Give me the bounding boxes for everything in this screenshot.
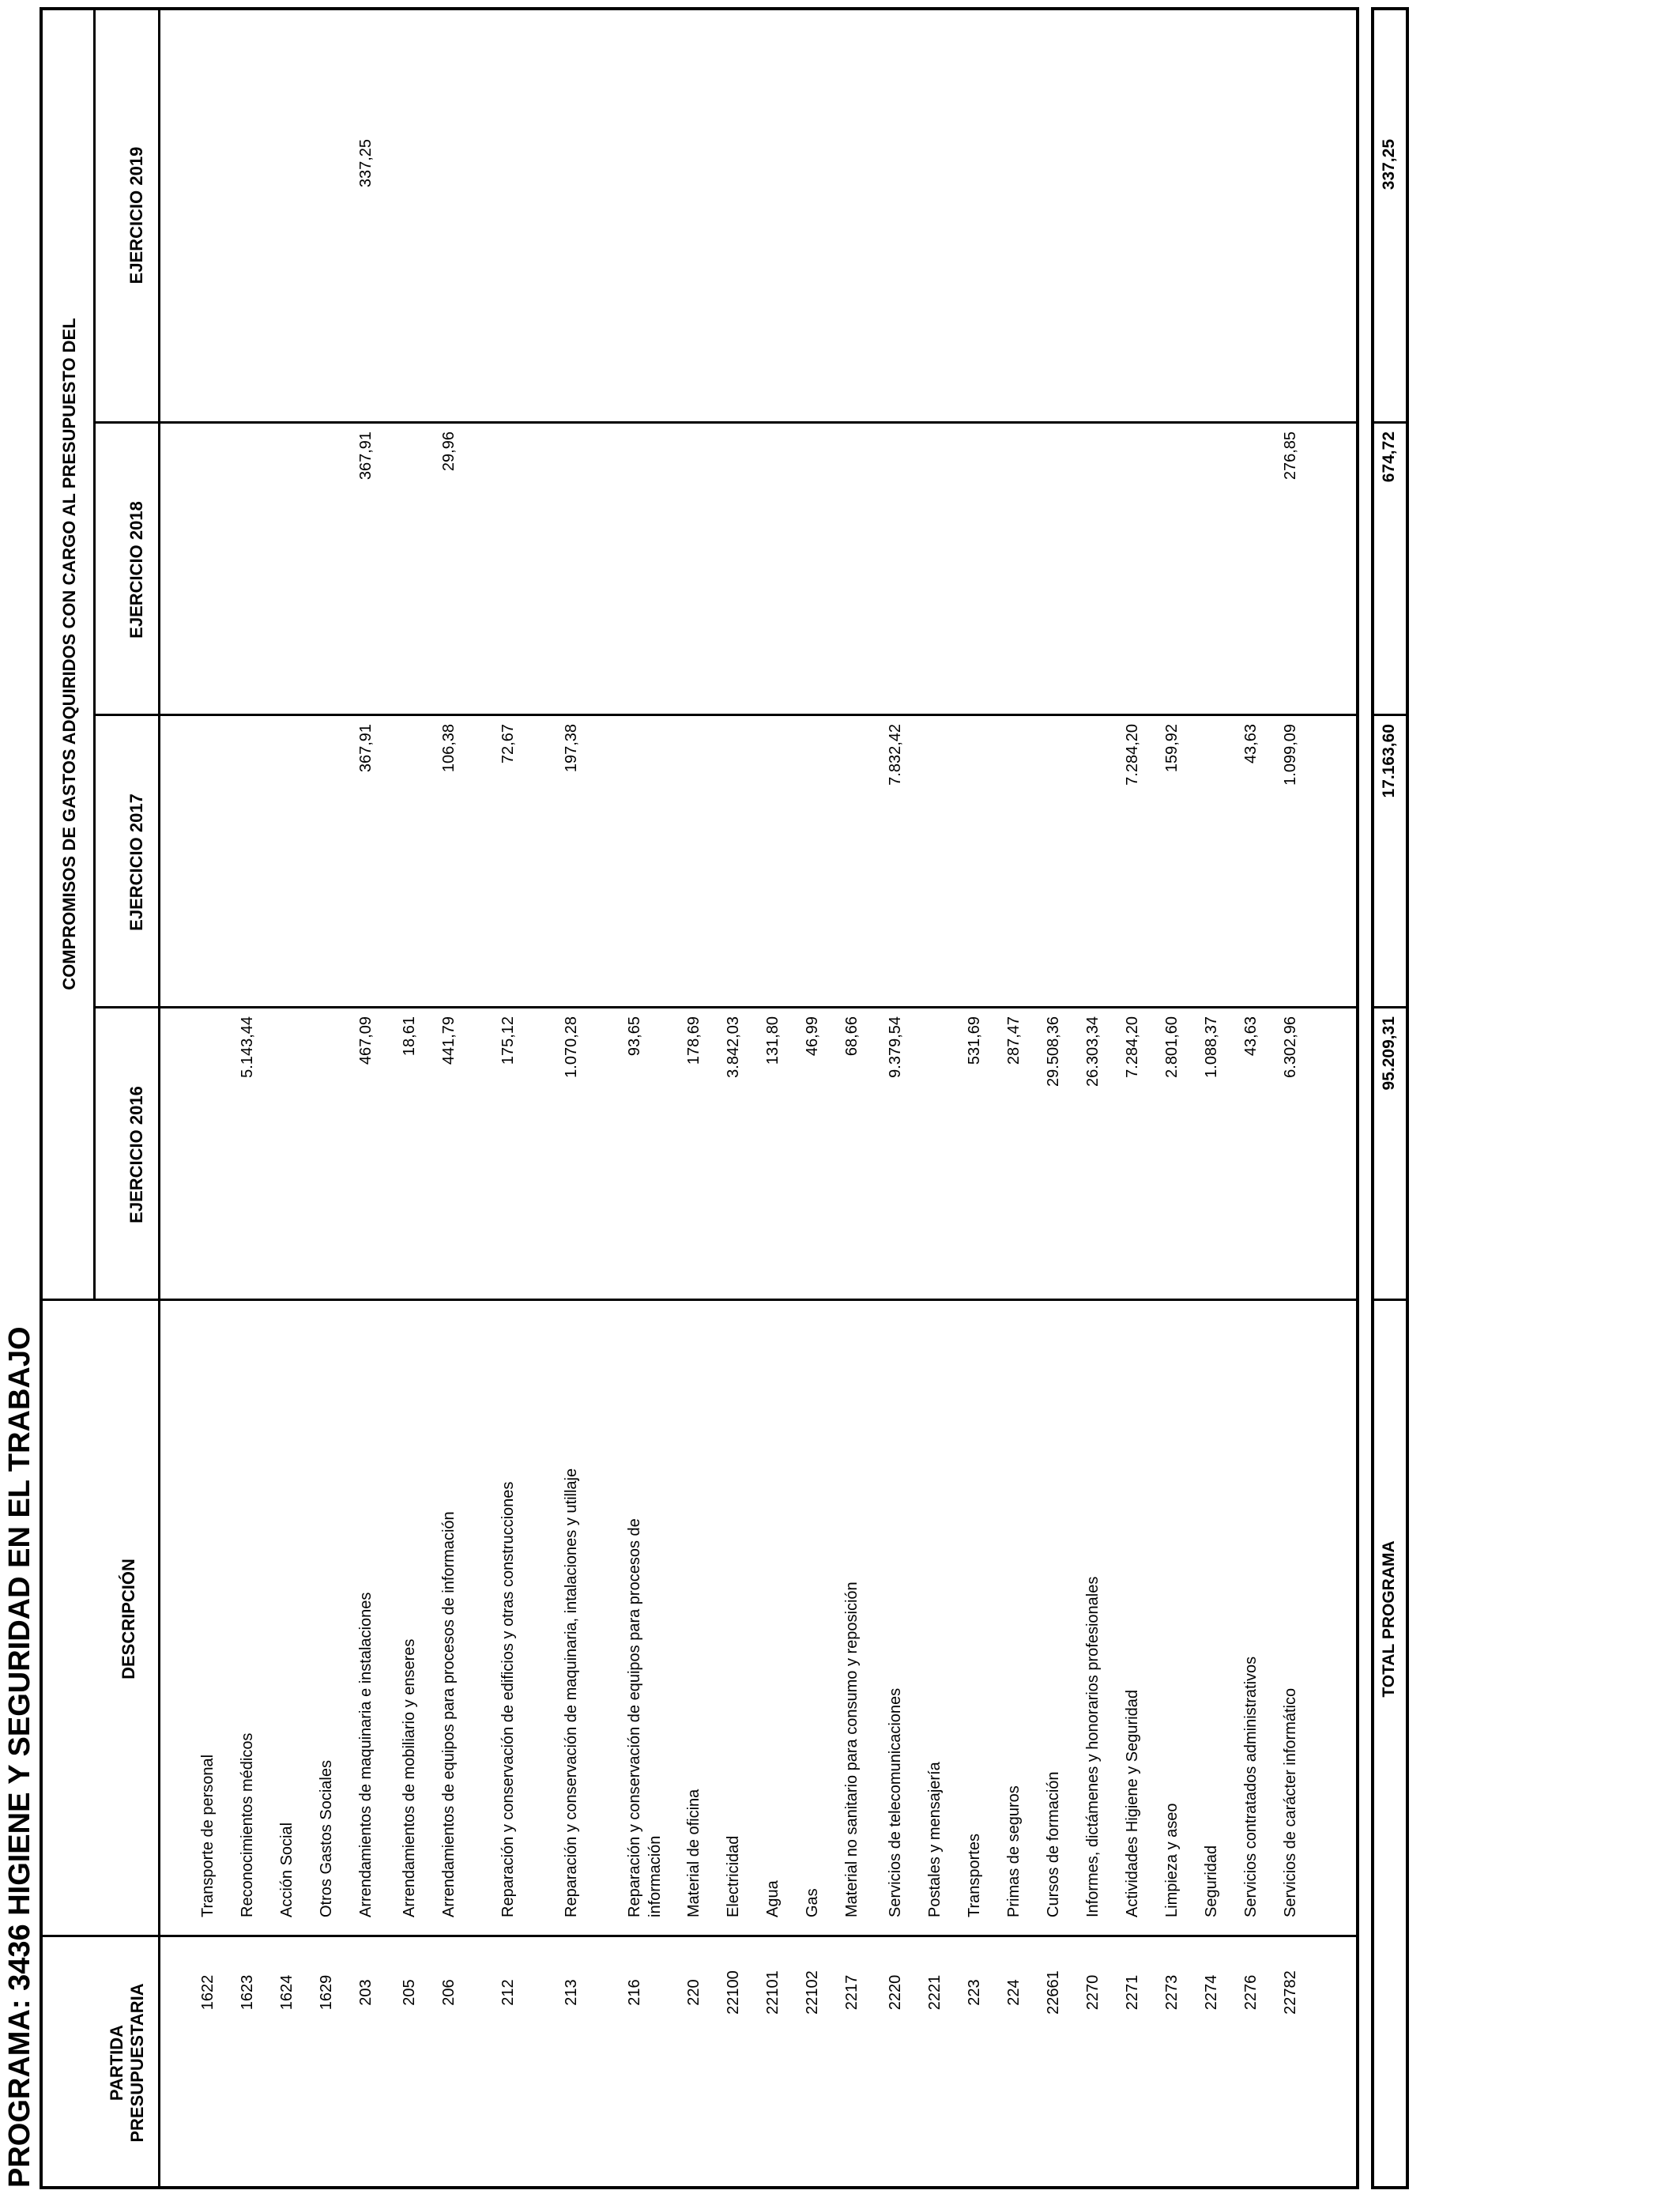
row-value-2016: 131,80	[764, 1016, 782, 1065]
total-2019: 337,25	[1380, 139, 1398, 190]
row-code: 22101	[764, 1970, 782, 2015]
row-value-2016: 1.070,28	[563, 1016, 580, 1078]
row-description: Material de oficina	[685, 1789, 703, 1917]
row-value-2016: 26.303,34	[1084, 1016, 1102, 1087]
row-code: 2276	[1242, 1974, 1260, 2011]
row-description: Reconocimientos médicos	[239, 1732, 256, 1917]
row-value-2016: 531,69	[966, 1016, 983, 1065]
row-value-2018: 367,91	[357, 432, 375, 481]
col-sep-2016	[95, 1006, 1359, 1008]
row-description: Cursos de formación	[1045, 1771, 1062, 1917]
total-sep-2017	[1371, 714, 1409, 716]
row-description: Agua	[764, 1880, 782, 1917]
header-partida: PARTIDA PRESUPUESTARIA	[107, 1983, 147, 2143]
row-value-2017: 43,63	[1242, 724, 1260, 764]
row-description: Transporte de personal	[199, 1754, 217, 1917]
row-code: 2274	[1203, 1974, 1220, 2011]
row-description: Material no sanitario para consumo y reposición	[843, 1581, 861, 1917]
row-code: 206	[440, 1979, 458, 2006]
row-value-2016: 2.801,60	[1163, 1016, 1181, 1078]
row-description: Limpieza y aseo	[1163, 1803, 1181, 1917]
total-2018: 674,72	[1380, 432, 1398, 483]
row-value-2016: 178,69	[685, 1016, 703, 1065]
row-code: 203	[357, 1979, 375, 2006]
row-code: 2217	[843, 1974, 861, 2011]
row-value-2016: 9.379,54	[887, 1016, 904, 1078]
row-code: 2270	[1084, 1974, 1102, 2011]
header-descripcion: DESCRIPCIÓN	[119, 1559, 138, 1679]
row-description: Otros Gastos Sociales	[318, 1760, 335, 1917]
row-code: 22102	[804, 1970, 821, 2015]
row-value-2016: 7.284,20	[1124, 1016, 1141, 1078]
page-title: PROGRAMA: 3436 HIGIENE Y SEGURIDAD EN EL TRABAJO	[3, 1326, 36, 2188]
row-description: Seguridad	[1203, 1845, 1220, 1917]
row-code: 2273	[1163, 1974, 1181, 2011]
row-value-2016: 5.143,44	[239, 1016, 256, 1078]
row-code: 224	[1005, 1979, 1023, 2006]
header-2018: EJERCICIO 2018	[126, 501, 146, 639]
row-value-2016: 467,09	[357, 1016, 375, 1065]
row-code: 2220	[887, 1974, 904, 2011]
row-description: Servicios contratados administrativos	[1242, 1656, 1260, 1917]
col-sep-2018	[95, 421, 1359, 424]
row-value-2017: 367,91	[357, 724, 375, 773]
row-description: Servicios de telecomunicaciones	[887, 1687, 904, 1917]
row-value-2016: 287,47	[1005, 1016, 1023, 1065]
total-sep-2016	[1371, 1006, 1409, 1008]
row-description: Reparación y conservación de equipos para procesos de información	[626, 1518, 664, 1917]
row-value-2016: 68,66	[843, 1016, 861, 1057]
row-code: 22100	[725, 1970, 742, 2015]
row-code: 1624	[278, 1974, 296, 2011]
row-code: 2271	[1124, 1974, 1141, 2011]
row-value-2016: 3.842,03	[725, 1016, 742, 1078]
row-value-2017: 72,67	[499, 724, 517, 764]
row-code: 1629	[318, 1974, 335, 2011]
row-description: Servicios de carácter informático	[1282, 1687, 1299, 1917]
row-description: Reparación y conservación de maquinaria, intalaciones y utillaje	[563, 1468, 580, 1917]
col-sep-2017	[95, 714, 1359, 716]
row-value-2019: 337,25	[357, 139, 375, 188]
row-value-2017: 1.099,09	[1282, 724, 1299, 786]
row-description: Arrendamientos de equipos para procesos de información	[440, 1511, 458, 1917]
row-description: Gas	[804, 1888, 821, 1917]
header-2017: EJERCICIO 2017	[126, 794, 146, 931]
row-description: Arrendamientos de mobiliario y enseres	[401, 1638, 418, 1917]
row-value-2017: 7.832,42	[887, 724, 904, 786]
header-bottom-line	[158, 7, 160, 2189]
row-value-2016: 46,99	[804, 1016, 821, 1057]
row-description: Electricidad	[725, 1835, 742, 1917]
group-header-underline	[93, 7, 96, 1301]
row-description: Informes, dictámenes y honorarios profesionales	[1084, 1576, 1102, 1917]
total-sep-2018	[1371, 421, 1409, 424]
row-code: 1623	[239, 1974, 256, 2011]
row-code: 2221	[926, 1974, 944, 2011]
row-value-2017: 106,38	[440, 724, 458, 773]
header-2019: EJERCICIO 2019	[126, 146, 146, 285]
row-value-2018: 276,85	[1282, 432, 1299, 481]
row-code: 223	[966, 1979, 983, 2006]
row-value-2016: 43,63	[1242, 1016, 1260, 1057]
total-2016: 95.209,31	[1380, 1016, 1398, 1091]
row-value-2016: 175,12	[499, 1016, 517, 1065]
row-value-2016: 441,79	[440, 1016, 458, 1065]
row-value-2016: 18,61	[401, 1016, 418, 1057]
header-2016: EJERCICIO 2016	[126, 1086, 146, 1223]
row-description: Transportes	[966, 1834, 983, 1917]
row-code: 212	[499, 1979, 517, 2006]
row-code: 216	[626, 1979, 643, 2006]
row-code: 205	[401, 1979, 418, 2006]
total-2017: 17.163,60	[1380, 724, 1398, 798]
row-value-2016: 6.302,96	[1282, 1016, 1299, 1078]
row-description: Reparación y conservación de edificios y otras construcciones	[499, 1481, 517, 1917]
row-value-2017: 197,38	[563, 724, 580, 773]
row-description: Postales y mensajería	[926, 1762, 944, 1917]
total-label: TOTAL PROGRAMA	[1380, 1540, 1398, 1698]
row-value-2016: 93,65	[626, 1016, 643, 1057]
row-code: 22782	[1282, 1970, 1299, 2015]
row-code: 1622	[199, 1974, 217, 2011]
row-description: Arrendamientos de maquinaria e instalaciones	[357, 1592, 375, 1917]
row-value-2017: 7.284,20	[1124, 724, 1141, 786]
row-value-2018: 29,96	[440, 432, 458, 472]
row-code: 220	[685, 1979, 703, 2006]
row-description: Primas de seguros	[1005, 1785, 1023, 1917]
header-commitments-group: COMPROMISOS DE GASTOS ADQUIRIDOS CON CARGO AL PRESUPUESTO DEL	[59, 318, 79, 990]
row-description: Actividades Higiene y Seguridad	[1124, 1690, 1141, 1917]
row-code: 22661	[1045, 1970, 1062, 2015]
row-value-2017: 159,92	[1163, 724, 1181, 773]
row-value-2016: 29.508,36	[1045, 1016, 1062, 1087]
row-description: Acción Social	[278, 1822, 296, 1917]
row-value-2016: 1.088,37	[1203, 1016, 1220, 1078]
col-sep-descripcion	[40, 1299, 1359, 1301]
row-code: 213	[563, 1979, 580, 2006]
